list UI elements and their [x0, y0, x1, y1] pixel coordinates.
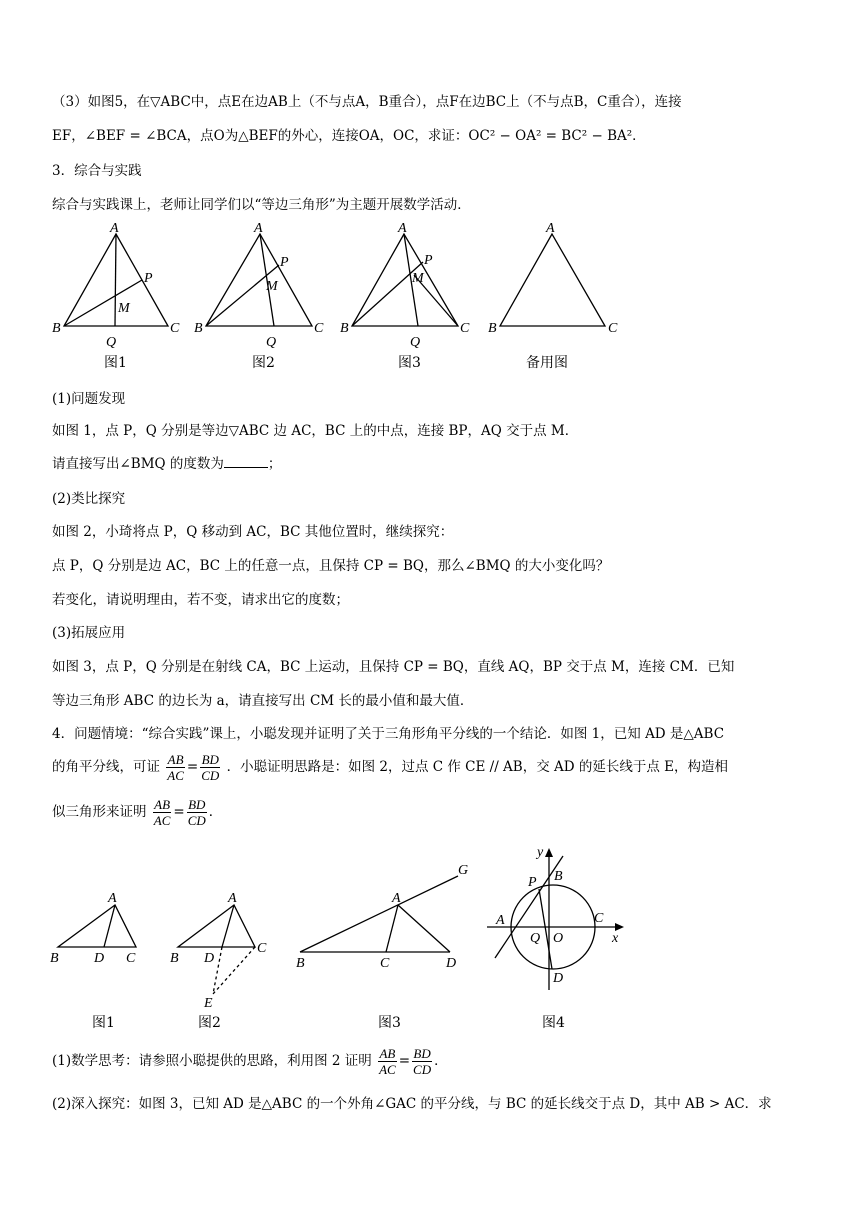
q3-intro: 综合与实践课上，老师让同学们以“等边三角形”为主题开展数学活动．: [52, 197, 471, 213]
fraction-bd-cd: $\frac{BD}{CD}$: [413, 1046, 432, 1077]
fig2-bp: [206, 265, 279, 326]
fig3-label-P: P: [424, 253, 433, 268]
fig1-label-Q: Q: [106, 335, 117, 350]
fig3-label-C: C: [460, 321, 470, 336]
q3-part1-tail: ；: [267, 456, 282, 472]
q3-part2-head: (2)类比探究: [52, 491, 126, 507]
fig2-label-M: M: [266, 279, 278, 294]
q4-l3-lead: 似三角形来证明: [52, 804, 147, 820]
spare-caption: 备用图: [526, 355, 568, 371]
fig1-label-C: C: [170, 321, 180, 336]
fig2-label-C: C: [314, 321, 324, 336]
q4-fig3-label-G: G: [458, 863, 469, 878]
q4-l2-tail: ．小聪证明思路是：如图 2，过点 C 作 CE // AB，交 AD 的延长线于点 E，构造相: [226, 759, 729, 775]
spare-label-C: C: [608, 321, 618, 336]
q3-part3-head: (3)拓展应用: [52, 625, 126, 641]
q3-part2-line3: 若变化，请说明理由，若不变，请求出它的度数；: [52, 592, 349, 608]
fig1-label-M: M: [118, 301, 130, 316]
q4-fig4-x-arrow: [615, 923, 624, 931]
q4-fig4-label-x: x: [612, 931, 619, 946]
q4-fig4-label-A: A: [496, 913, 505, 928]
q4-part1-lead: (1)数学思考：请参照小聪提供的思路，利用图 2 证明: [52, 1053, 372, 1069]
q4-line3: 似三角形来证明 $\frac{AB}{AC}$ = $\frac{BD}{CD}$ ．: [52, 797, 223, 828]
sub3-line-1: （3）如图5，在▽ABC中，点E在边AB上（不与点A，B重合），点F在边BC上（不与点B，C重合），连接: [52, 94, 682, 110]
q3-part1-head: (1)问题发现: [52, 391, 126, 407]
fig2-label-B: B: [194, 321, 203, 336]
fig1-aq: [115, 234, 116, 326]
fig3-label-B: B: [340, 321, 349, 336]
q4-fig3-label-D: D: [446, 956, 457, 971]
answer-blank[interactable]: [224, 455, 268, 468]
q4-fig4-label-B: B: [554, 869, 563, 884]
q4-fig2-triangle: [178, 905, 255, 947]
q4-fig1-caption: 图1: [92, 1015, 115, 1031]
spare-label-B: B: [488, 321, 497, 336]
q4-fig3-label-A: A: [392, 891, 401, 906]
q4-part1: (1)数学思考：请参照小聪提供的思路，利用图 2 证明 $\frac{AB}{AC}$ = $\frac{BD}{CD}$ ．: [52, 1046, 448, 1077]
q4-fig1-triangle: [58, 905, 136, 947]
q4-fig3-bg: [300, 876, 458, 952]
fig1-label-A: A: [110, 221, 119, 236]
q3-part3-line1: 如图 3，点 P，Q 分别是在射线 CA，BC 上运动，且保持 CP = BQ，直线 AQ，BP 交于点 M，连接 CM．已知: [52, 659, 735, 675]
fraction-ab-ac: $\frac{AB}{AC}$: [379, 1046, 396, 1077]
q4-fig4-label-C: C: [594, 911, 604, 926]
q4-fig2-label-B: B: [170, 951, 179, 966]
q4-fig2-de: [213, 947, 222, 994]
fraction-bd-cd: $\frac{BD}{CD}$: [187, 797, 206, 828]
q4-fig1-label-B: B: [50, 951, 59, 966]
q4-fig2-caption: 图2: [198, 1015, 221, 1031]
q3-figures: [0, 214, 860, 374]
fig3-label-M: M: [412, 271, 424, 286]
q4-fig1-label-A: A: [108, 891, 117, 906]
q4-fig4-label-y: y: [537, 845, 544, 860]
q4-fig4-label-Q: Q: [530, 931, 541, 946]
q4-fig4-pd: [539, 889, 552, 969]
q4-fig2-ad: [222, 905, 234, 947]
fig2-caption: 图2: [252, 355, 275, 371]
fig-spare-triangle: [500, 234, 605, 326]
q4-fig2-label-E: E: [204, 996, 213, 1011]
q4-fig2-label-D: D: [204, 951, 215, 966]
fig2-label-P: P: [280, 255, 289, 270]
q3-part2-line2: 点 P，Q 分别是边 AC，BC 上的任意一点，且保持 CP = BQ，那么∠BMQ 的大小变化吗？: [52, 558, 610, 574]
q4-fig3-label-B: B: [296, 956, 305, 971]
q4-l3-tail: ．: [208, 804, 223, 820]
fraction-bd-cd: $\frac{BD}{CD}$: [201, 752, 220, 783]
fig2-label-A: A: [254, 221, 263, 236]
q4-fig4-label-O: O: [553, 931, 564, 946]
q4-fig3-label-C: C: [380, 956, 390, 971]
q4-fig3-ac: [386, 905, 398, 952]
q3-part1-line2: [52, 452, 281, 472]
fraction-ab-ac: $\frac{AB}{AC}$: [153, 797, 171, 828]
q3-title: 3．综合与实践: [52, 163, 142, 179]
q4-fig1-label-C: C: [126, 951, 136, 966]
sub3-line-2: EF，∠BEF = ∠BCA，点O为△BEF的外心，连接OA，OC，求证：OC² − OA² = BC² − BA²．: [52, 128, 646, 144]
q4-line2: 的角平分线，可证 $\frac{AB}{AC}$ = $\frac{BD}{CD}$ ．小聪证明思路是：如图 2，过点 C 作 CE // AB，交 AD 的延长线于点 E，构造相: [52, 752, 729, 783]
fig1-label-P: P: [144, 271, 153, 286]
q4-figures: [0, 840, 860, 1040]
q4-fig4-label-D: D: [553, 971, 564, 986]
q4-fig2-label-A: A: [228, 891, 237, 906]
q4-part2: (2)深入探究：如图 3，已知 AD 是△ABC 的一个外角∠GAC 的平分线，与 BC 的延长线交于点 D，其中 AB > AC．求: [52, 1096, 772, 1112]
fig3-label-Q: Q: [410, 335, 421, 350]
fig1-caption: 图1: [104, 355, 127, 371]
q4-part1-tail: ．: [434, 1053, 448, 1069]
q4-fig4-caption: 图4: [542, 1015, 565, 1031]
q3-part1-line1: 如图 1，点 P，Q 分别是等边▽ABC 边 AC，BC 上的中点，连接 BP，AQ 交于点 M．: [52, 423, 579, 439]
q4-line1: 4．问题情境：“综合实践”课上，小聪发现并证明了关于三角形角平分线的一个结论．如图 1，已知 AD 是△ABC: [52, 726, 725, 742]
q4-fig4-label-P: P: [528, 875, 537, 890]
q4-fig1-label-D: D: [94, 951, 105, 966]
q4-fig2-ce: [213, 947, 255, 994]
fraction-ab-ac: $\frac{AB}{AC}$: [167, 752, 184, 783]
q3-part3-line2: 等边三角形 ABC 的边长为 a，请直接写出 CM 长的最小值和最大值．: [52, 693, 474, 709]
spare-label-A: A: [546, 221, 555, 236]
q4-l2-lead: 的角平分线，可证: [52, 759, 160, 775]
q4-fig3-ad: [398, 905, 450, 952]
q4-fig4-y-arrow: [545, 848, 553, 857]
fig3-label-A: A: [398, 221, 407, 236]
q4-fig3-caption: 图3: [378, 1015, 401, 1031]
fig1-label-B: B: [52, 321, 61, 336]
fig1-bp: [64, 280, 142, 326]
q4-fig2-label-C: C: [257, 941, 267, 956]
q3-part1-question: 请直接写出∠BMQ 的度数为: [52, 456, 224, 472]
fig2-label-Q: Q: [266, 335, 277, 350]
fig3-caption: 图3: [398, 355, 421, 371]
q3-part2-line1: 如图 2，小琦将点 P，Q 移动到 AC，BC 其他位置时，继续探究：: [52, 524, 454, 540]
